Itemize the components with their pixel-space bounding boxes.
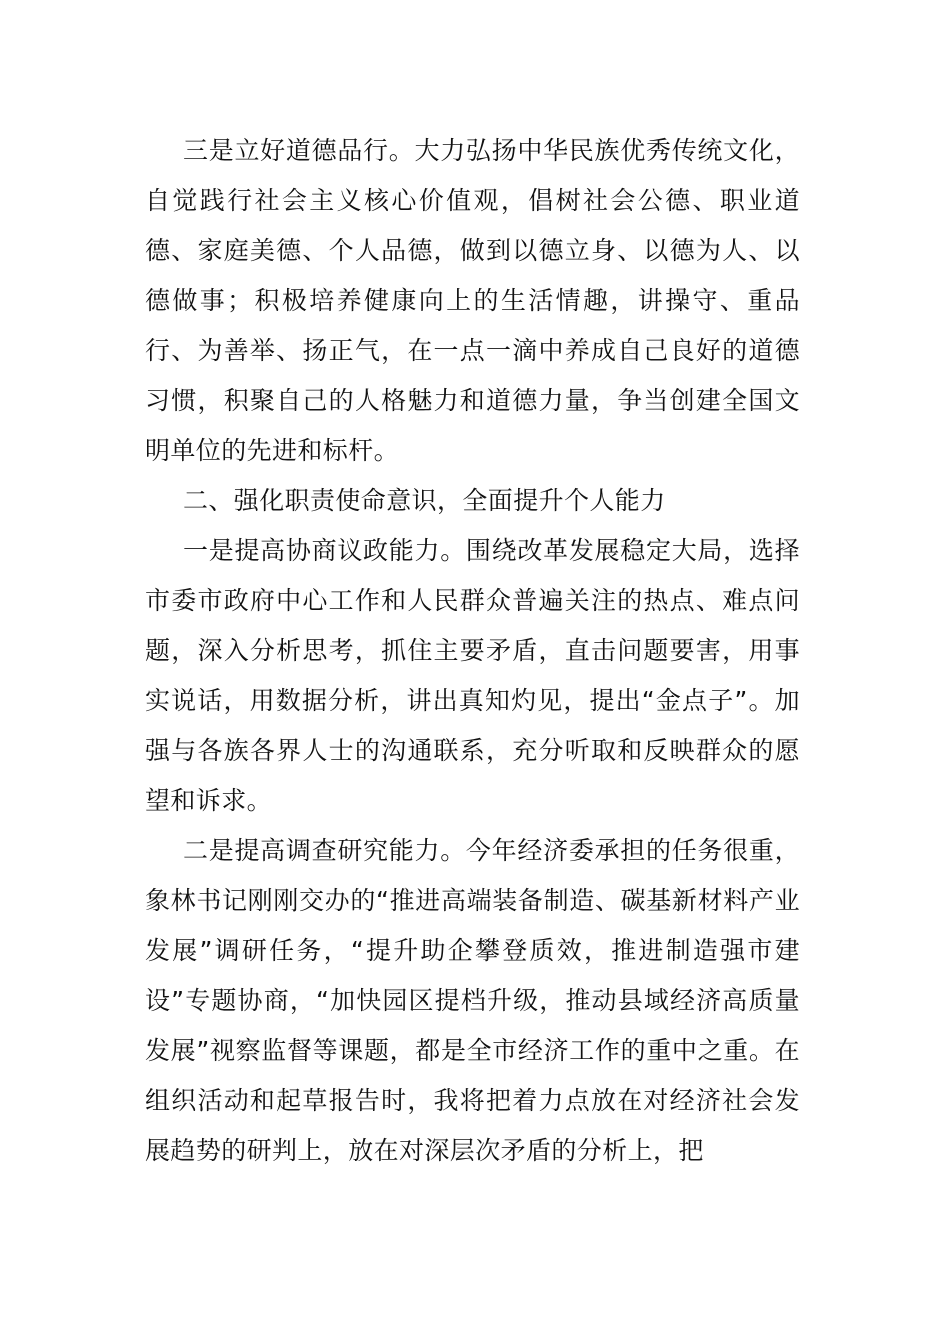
paragraph-research-ability: 二是提高调查研究能力。今年经济委承担的任务很重，象林书记刚刚交办的“推进高端装备制造、碳基新材料产业发展”调研任务，“提升助企攀登质效，推进制造强市建设”专题协商，“加快园区提档升级，推动县域经济高质量发展”视察监督等课题，都是全市经济工作的重中之重。在组织活动和起草报告时，我将把着力点放在对经济社会发展趋势的研判上，放在对深层次矛盾的分析上，把: [145, 836, 800, 1165]
paragraph-consultation-ability: 一是提高协商议政能力。围绕改革发展稳定大局，选择市委市政府中心工作和人民群众普遍关注的热点、难点问题，深入分析思考，抓住主要矛盾，直击问题要害，用事实说话，用数据分析，讲出真知灼见，提出“金点子”。加强与各族各界人士的沟通联系，充分听取和反映群众的愿望和诉求。: [145, 536, 800, 815]
document-body: [145, 126, 800, 1176]
paragraph-moral-character: 三是立好道德品行。大力弘扬中华民族优秀传统文化，自觉践行社会主义核心价值观，倡树社会公德、职业道德、家庭美德、个人品德，做到以德立身、以德为人、以德做事；积极培养健康向上的生活情趣，讲操守、重品行、为善举、扬正气，在一点一滴中养成自己良好的道德习惯，积聚自己的人格魅力和道德力量，争当创建全国文明单位的先进和标杆。: [145, 136, 800, 465]
section-heading-duty-awareness: 二、强化职责使命意识，全面提升个人能力: [183, 486, 666, 515]
